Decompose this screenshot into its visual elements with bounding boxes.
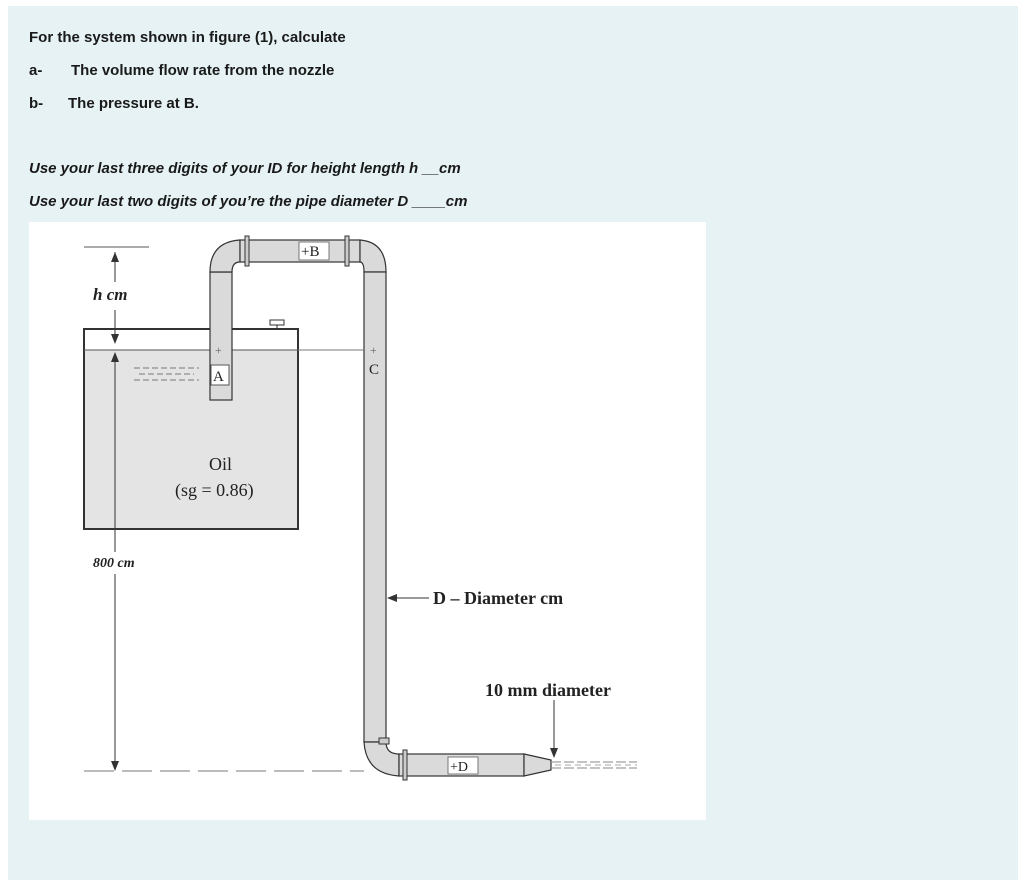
vent-cap (270, 320, 284, 325)
oil-liquid (85, 350, 297, 528)
problem-title: For the system shown in figure (1), calculate (29, 29, 346, 46)
h-arrow-down (111, 334, 119, 344)
pipe-diameter-label: D – Diameter cm (433, 588, 564, 608)
diameter-arrow (387, 594, 397, 602)
point-a-marker: + (215, 343, 222, 357)
nozzle-arrow (550, 748, 558, 758)
depth-arrow-down (111, 761, 119, 771)
point-b-label: +B (301, 244, 320, 260)
point-a-label: A (213, 369, 224, 385)
nozzle (524, 754, 551, 776)
point-d-label: +D (450, 760, 469, 775)
point-c-label: C (369, 362, 380, 378)
system-figure (29, 222, 706, 820)
elbow-bottom (364, 742, 399, 776)
nozzle-diameter-label: 10 mm diameter (485, 680, 611, 700)
depth-label: 800 cm (93, 556, 135, 571)
figure-drawing (29, 222, 706, 820)
fluid-name: Oil (209, 454, 233, 474)
flange-3 (379, 738, 389, 744)
flange-1 (245, 236, 249, 266)
point-c-marker: + (370, 343, 377, 357)
item-a-text: The volume flow rate from the nozzle (71, 62, 335, 79)
h-label: h cm (93, 285, 128, 304)
item-b-label: b- (29, 95, 44, 112)
elbow-top-left (210, 240, 240, 272)
note-height: Use your last three digits of your ID for height length h __cm (29, 160, 461, 177)
flange-4 (403, 750, 407, 780)
flange-2 (345, 236, 349, 266)
item-b-text: The pressure at B. (68, 95, 199, 112)
note-diameter: Use your last two digits of you’re the pipe diameter D ____cm (29, 193, 468, 210)
h-arrow-up (111, 252, 119, 262)
item-a-label: a- (29, 62, 43, 79)
fluid-sg: (sg = 0.86) (175, 480, 254, 500)
elbow-top-right (360, 240, 386, 272)
